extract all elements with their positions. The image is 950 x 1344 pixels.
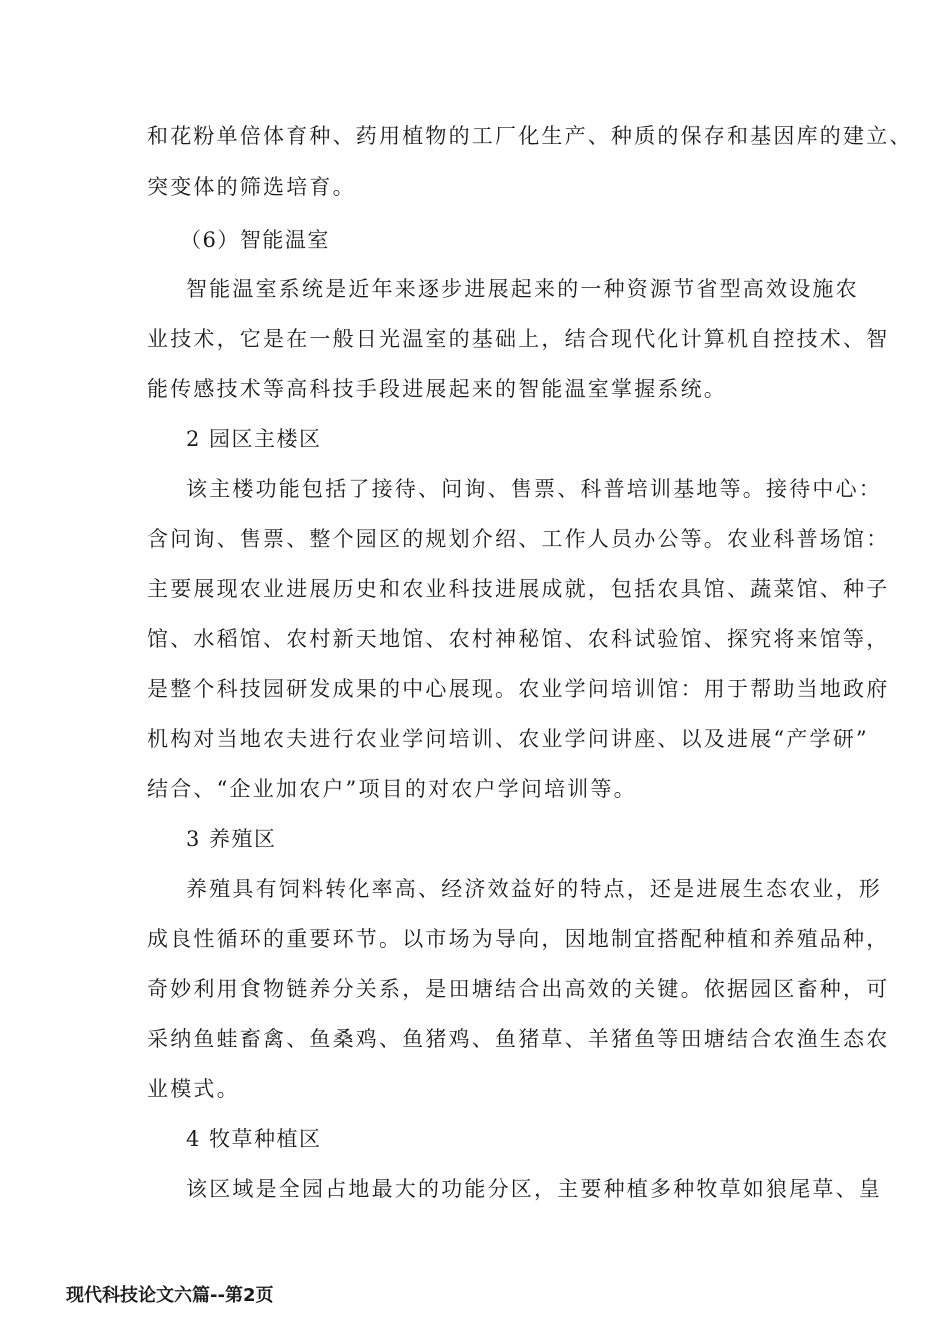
- text-line: 业模式。: [147, 1077, 240, 1101]
- paragraph-first-line: 该区域是全园占地最大的功能分区，主要种植多种牧草如狼尾草、皇: [186, 1177, 882, 1201]
- text-line: 奇妙利用食物链养分关系，是田塘结合出高效的关键。依据园区畜种，可: [147, 977, 890, 1001]
- page-footer: 现代科技论文六篇--第2页: [66, 1285, 274, 1306]
- text-line: 采纳鱼蛙畜禽、鱼桑鸡、鱼猪鸡、鱼猪草、羊猪鱼等田塘结合农渔生态农: [147, 1027, 890, 1051]
- section-heading: 3 养殖区: [186, 827, 277, 851]
- text-line: 机构对当地农夫进行农业学问培训、农业学问讲座、以及进展“产学研”: [147, 727, 869, 751]
- text-line: 能传感技术等高科技手段进展起来的智能温室掌握系统。: [147, 377, 727, 401]
- section-heading: 4 牧草种植区: [186, 1127, 322, 1151]
- text-line: 是整个科技园研发成果的中心展现。农业学问培训馆：用于帮助当地政府: [147, 677, 890, 701]
- section-heading: 2 园区主楼区: [186, 427, 322, 451]
- paragraph-first-line: 该主楼功能包括了接待、问询、售票、科普培训基地等。接待中心：: [186, 477, 882, 501]
- text-line: 突变体的筛选培育。: [147, 175, 356, 199]
- text-line: 含问询、售票、整个园区的规划介绍、工作人员办公等。农业科普场馆：: [147, 527, 890, 551]
- paragraph-first-line: 养殖具有饲料转化率高、经济效益好的特点，还是进展生态农业，形: [186, 877, 882, 901]
- section-heading: （6）智能温室: [180, 228, 330, 252]
- text-line: 业技术，它是在一般日光温室的基础上，结合现代化计算机自控技术、智: [147, 327, 890, 351]
- text-line: 结合、“企业加农户”项目的对农户学问培训等。: [147, 777, 637, 801]
- text-line: 馆、水稻馆、农村新天地馆、农村神秘馆、农科试验馆、探究将来馆等，: [147, 627, 890, 651]
- text-line: 成良性循环的重要环节。以市场为导向，因地制宜搭配种植和养殖品种，: [147, 927, 890, 951]
- text-line: 和花粉单倍体育种、药用植物的工厂化生产、种质的保存和基因库的建立、: [147, 124, 913, 148]
- paragraph-first-line: 智能温室系统是近年来逐步进展起来的一种资源节省型高效设施农: [186, 277, 859, 301]
- text-line: 主要展现农业进展历史和农业科技进展成就，包括农具馆、蔬菜馆、种子: [147, 577, 890, 601]
